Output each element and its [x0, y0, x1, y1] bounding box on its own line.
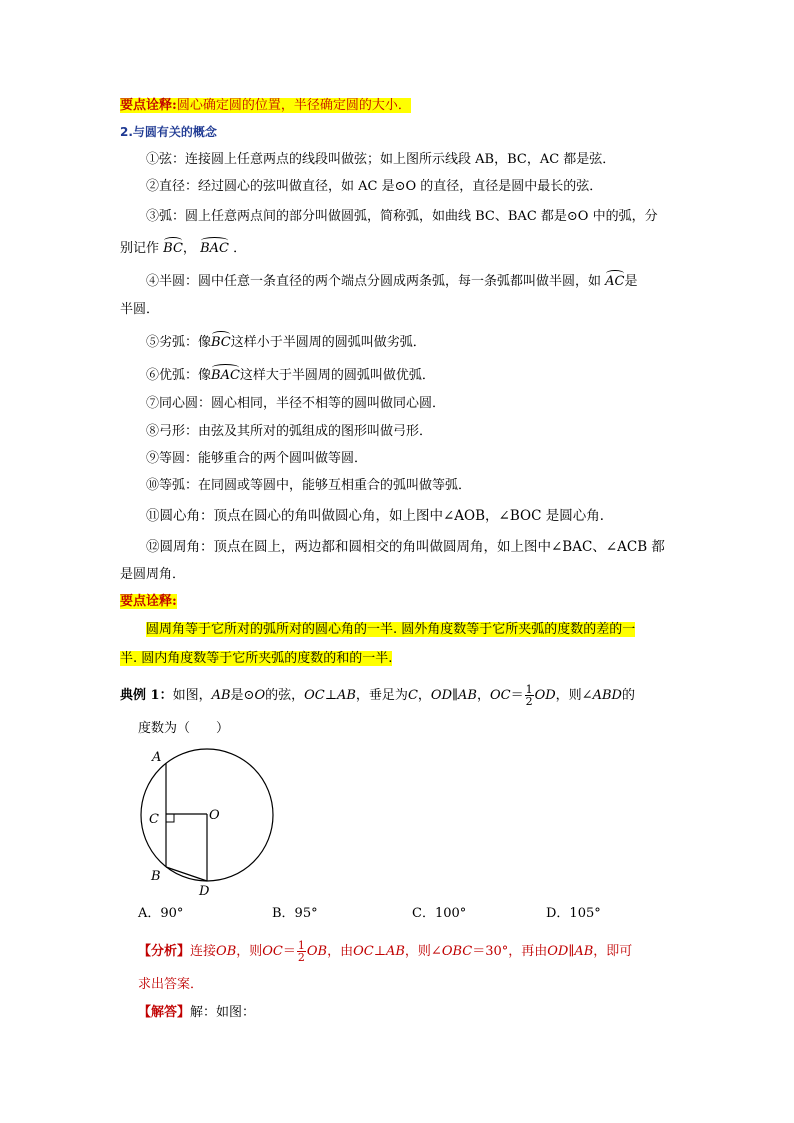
concept-major-arc [146, 367, 435, 385]
fraction-half [297, 940, 306, 963]
concept-arc-line2 [120, 240, 246, 258]
a-text: ，则∠ [404, 944, 442, 959]
concept-arc-prefix: 别记作 [120, 241, 160, 256]
major-arc-prefix: ⑥优弧：像 [146, 368, 212, 383]
separator: ， [182, 241, 196, 256]
a-math: OBC [441, 944, 473, 959]
note-1 [120, 97, 411, 115]
q-text: ，垂足为 [355, 688, 408, 703]
section-heading: 2.与圆有关的概念 [120, 125, 217, 139]
concept-semicircle-line2: 半圆． [120, 302, 160, 317]
q-text: ，则∠ [555, 688, 593, 703]
q-text: ， [476, 688, 490, 703]
a-text: ，即可 [593, 944, 633, 959]
concept-equal-arcs: ⑩等弧：在同圆或等圆中，能够互相重合的弧叫做等弧． [146, 478, 472, 493]
period: ． [233, 241, 247, 256]
note-2-line1 [146, 621, 635, 639]
choice-b: B．95° [272, 906, 318, 921]
q-text: 如图， [172, 688, 212, 703]
major-arc-text: 这样大于半圆周的圆弧叫做优弧． [239, 368, 435, 383]
concept-minor-arc [146, 334, 426, 352]
concept-equal-circles: ⑨等圆：能够重合的两个圆叫做等圆． [146, 451, 368, 466]
analysis-tag: 【分析】 [138, 944, 191, 959]
label-c: C [149, 812, 159, 827]
q-math: ABD [592, 688, 622, 703]
analysis-line2: 求出答案． [138, 977, 204, 992]
solution-line [138, 1004, 255, 1022]
concept-concentric: ⑦同心圆：圆心相同，半径不相等的圆叫做同心圆． [146, 396, 446, 411]
a-math: OC [262, 944, 283, 959]
a-text: ，由 [327, 944, 354, 959]
choice-a: A．90° [138, 906, 184, 921]
q-math: OD [534, 688, 556, 703]
note-2-text-2: 半. 圆内角度数等于它所夹弧的度数的和的一半. [120, 651, 393, 666]
q-math: OD∥AB [430, 688, 477, 703]
q-text: ＝ [510, 688, 524, 703]
label-b: B [151, 869, 161, 884]
solution-text: 解：如图： [190, 1005, 256, 1020]
arc-bc-notation: BC [211, 335, 231, 350]
note-2-title-row [120, 593, 177, 611]
concept-inscribed-angle-line2: 是圆周角． [120, 567, 186, 582]
choice-c: C．100° [412, 906, 467, 921]
arc-bac-notation: BAC [211, 368, 240, 383]
segment-bd [166, 867, 207, 881]
analysis-line1 [138, 940, 632, 963]
a-text: ＝30°，再由 [472, 944, 548, 959]
note-2-text-1: 圆周角等于它所对的弧所对的圆心角的一半. 圆外角度数等于它所夹弧的度数的差的一 [146, 622, 636, 637]
label-a: A [152, 750, 162, 765]
minor-arc-text: 这样小于半圆周的圆弧叫做劣弧． [230, 335, 426, 350]
note-1-text: 圆心确定圆的位置，半径确定圆的大小． [176, 98, 411, 113]
semicircle-text: ④半圆：圆中任意一条直径的两个端点分圆成两条弧，每一条弧都叫做半圆，如 [146, 274, 602, 289]
q-math: O [254, 688, 266, 703]
a-text: ＝ [282, 944, 296, 959]
concept-chord: ①弦：连接圆上任意两点的线段叫做弦；如上图所示线段 AB，BC，AC 都是弦． [146, 152, 616, 167]
example-question-line2: 度数为（ ） [138, 721, 230, 736]
arc-bc-notation: BC [163, 241, 183, 256]
minor-arc-prefix: ⑤劣弧：像 [146, 335, 212, 350]
example-label: 典例 1： [120, 688, 173, 703]
q-math: AB [211, 688, 231, 703]
q-text: ， [417, 688, 431, 703]
arc-bac-notation: BAC [200, 241, 229, 256]
concept-central-angle: ⑪圆心角：顶点在圆心的角叫做圆心角，如上图中∠AOB，∠BOC 是圆心角． [146, 508, 614, 524]
a-math: OB [216, 944, 237, 959]
concept-segment: ⑧弓形：由弦及其所对的弧组成的图形叫做弓形． [146, 424, 433, 439]
q-text: 是⊙ [230, 688, 255, 703]
a-text: 连接 [190, 944, 217, 959]
a-math: OD∥AB [547, 944, 594, 959]
q-math: OC [489, 688, 511, 703]
solution-tag: 【解答】 [138, 1005, 191, 1020]
note-2-line2 [120, 650, 392, 668]
q-math: OC⊥AB [304, 688, 356, 703]
fraction-denominator: 2 [525, 695, 533, 708]
label-o: O [209, 808, 220, 823]
concept-semicircle-line1 [146, 273, 638, 291]
example-question-line1 [120, 684, 635, 707]
concept-inscribed-angle-line1: ⑫圆周角：顶点在圆上，两边都和圆相交的角叫做圆周角，如上图中∠BAC、∠ACB 都 [146, 539, 665, 555]
fraction-numerator: 1 [525, 683, 533, 696]
concept-arc-line1: ③弧：圆上任意两点间的部分叫做圆弧，简称弧，如曲线 BC、BAC 都是⊙O 中的弧，分 [146, 209, 658, 224]
a-math: OC⊥AB [353, 944, 405, 959]
fraction-denominator: 2 [297, 951, 305, 964]
semicircle-tail: 是 [624, 274, 638, 289]
fraction-half [525, 684, 534, 707]
a-text: ，则 [236, 944, 263, 959]
concept-diameter: ②直径：经过圆心的弦叫做直径，如 AC 是⊙O 的直径，直径是圆中最长的弦． [146, 179, 603, 194]
arc-ac-notation: AC [605, 274, 625, 289]
note-1-title: 要点诠释: [120, 98, 177, 113]
right-angle-mark [166, 814, 174, 822]
a-math: OB [306, 944, 328, 959]
q-text: 的弦， [265, 688, 305, 703]
circle-figure [128, 742, 308, 902]
q-text: 的 [621, 688, 635, 703]
note-2-title: 要点诠释: [120, 594, 177, 609]
fraction-numerator: 1 [297, 939, 305, 952]
q-math: C [407, 688, 418, 703]
label-d: D [199, 884, 210, 899]
choice-d: D．105° [546, 906, 601, 921]
